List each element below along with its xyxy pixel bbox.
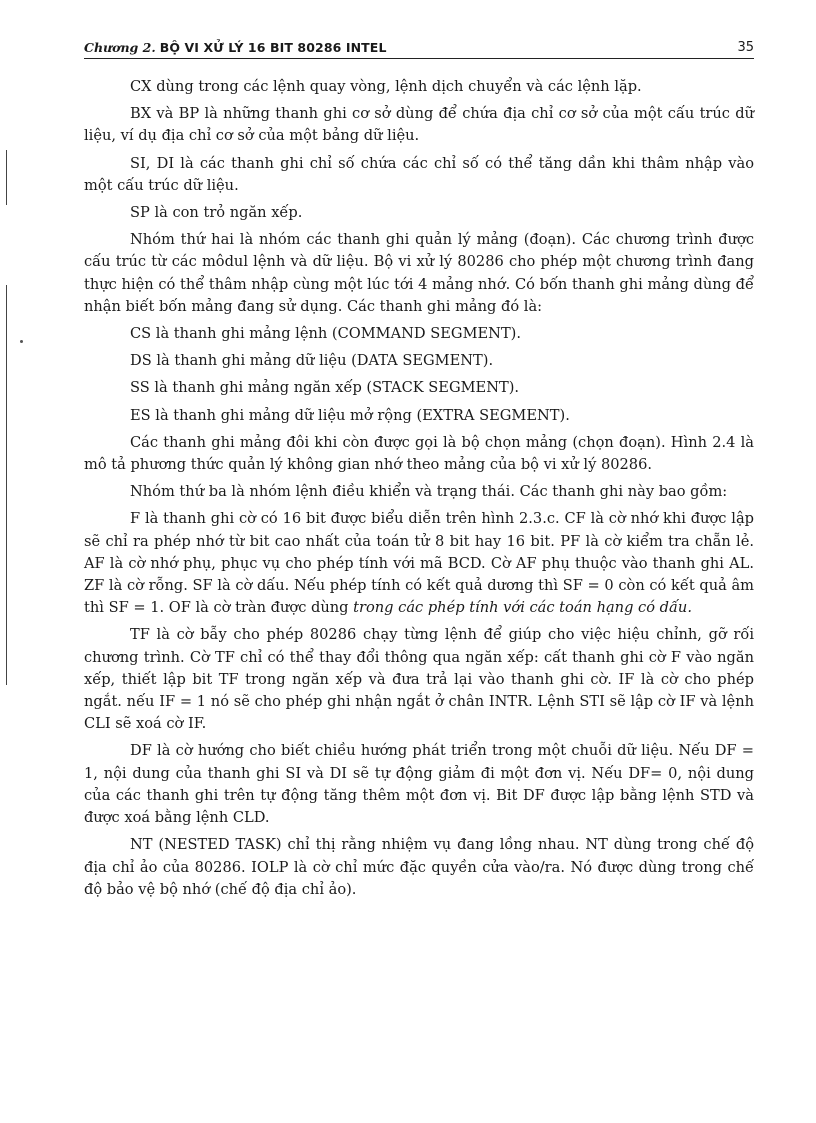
page-number: 35 [737,40,754,55]
paragraph-sp: SP là con trỏ ngăn xếp. [130,204,303,222]
list-item-ss: SS là thanh ghi mảng ngăn xếp (STACK SEGMENT). [130,379,520,397]
chapter-label: Chương 2. [84,40,156,55]
paragraph-segment-selector: Các thanh ghi mảng đôi khi còn được gọi là bộ chọn mảng (chọn đoạn). Hình 2.4 là mô tả phương thức quản lý không gian nhớ theo mảng của bộ vi xử lý 80286. [84,433,754,474]
paragraph-tf: TF là cờ bẫy cho phép 80286 chạy từng lệnh để giúp cho việc hiệu chỉnh, gỡ rối chương trình. Cờ TF chỉ có thể thay đổi thông qua ngăn xếp: cất thanh ghi cờ F vào ngăn xếp, thiết lập bit TF trong ngăn xếp và đưa trả lại vào thanh ghi cờ. IF là cờ cho phép ngắt. nếu IF = 1 nó sẽ cho phép ghi nhận ngắt ở chân INTR. Lệnh STI sẽ lập cờ IF và lệnh CLI sẽ xoá cờ IF. [84,626,754,733]
page-body [84,76,754,906]
paragraph-flags-text: F là thanh ghi cờ có 16 bit được biểu diễn trên hình 2.3.c. CF là cờ nhớ khi được lập sẽ chỉ ra phép nhớ từ bit cao nhất của toán tử 8 bit hay 16 bit. PF là cờ kiểm tra chẵn lẻ. AF là cờ nhớ phụ, phục vụ cho phép tính với mã BCD. Cờ AF phụ thuộc vào thanh ghi AL. ZF là cờ rỗng. SF là cờ dấu. Nếu phép tính có kết quả dương thì SF = 0 còn có kết quả âm thì SF = 1. OF là cờ tràn được dùng [84,510,754,617]
paragraph-df: DF là cờ hướng cho biết chiều hướng phát triển trong một chuỗi dữ liệu. Nếu DF = 1, nội dung của thanh ghi SI và DI sẽ tự động giảm đi một đơn vị. Nếu DF= 0, nội dung của các thanh ghi trên tự động tăng thêm một đơn vị. Bit DF được lập bằng lệnh STD và được xoá bằng lệnh CLD. [84,742,754,827]
scan-margin-dot [20,340,23,343]
list-item-ds: DS là thanh ghi mảng dữ liệu (DATA SEGMENT). [130,352,494,370]
list-item-es: ES là thanh ghi mảng dữ liệu mở rộng (EXTRA SEGMENT). [130,406,570,424]
scan-margin-line-top [6,150,7,205]
paragraph-flags-italic: trong các phép tính với các toán hạng có dấu. [353,599,692,617]
paragraph-si-di: SI, DI là các thanh ghi chỉ số chứa các chỉ số có thể tăng dần khi thâm nhập vào một cấu trúc dữ liệu. [84,154,754,194]
paragraph-bx-bp: BX và BP là những thanh ghi cơ sở dùng để chứa địa chỉ cơ sở của một cấu trúc dữ liệu, ví dụ địa chỉ cơ sở của một bảng dữ liệu. [84,105,754,145]
page-header [84,35,754,59]
paragraph-nt: NT (NESTED TASK) chỉ thị rằng nhiệm vụ đang lồng nhau. NT dùng trong chế độ địa chỉ ảo của 80286. IOLP là cờ chỉ mức đặc quyền cửa vào/ra. Nó được dùng trong chế độ bảo vệ bộ nhớ (chế độ địa chỉ ảo). [84,836,754,898]
list-item-cs: CS là thanh ghi mảng lệnh (COMMAND SEGMENT). [130,325,522,343]
chapter-heading [84,40,387,55]
paragraph-control-group: Nhóm thứ ba là nhóm lệnh điều khiển và trạng thái. Các thanh ghi này bao gồm: [130,483,728,501]
paragraph-flags [84,508,754,619]
paragraph-segment-group: Nhóm thứ hai là nhóm các thanh ghi quản lý mảng (đoạn). Các chương trình được cấu trúc từ các môdul lệnh và dữ liệu. Bộ vi xử lý 80286 cho phép một chương trình đang thực hiện có thể thâm nhập cùng một lúc tới 4 mảng nhớ. Có bốn thanh ghi mảng dùng để nhận biết bốn mảng đang sử dụng. Các thanh ghi mảng đó là: [84,231,754,315]
chapter-title: BỘ VI XỬ LÝ 16 BIT 80286 INTEL [159,40,387,55]
paragraph-cx: CX dùng trong các lệnh quay vòng, lệnh dịch chuyển và các lệnh lặp. [130,78,642,95]
scan-margin-line-bottom [6,285,7,685]
